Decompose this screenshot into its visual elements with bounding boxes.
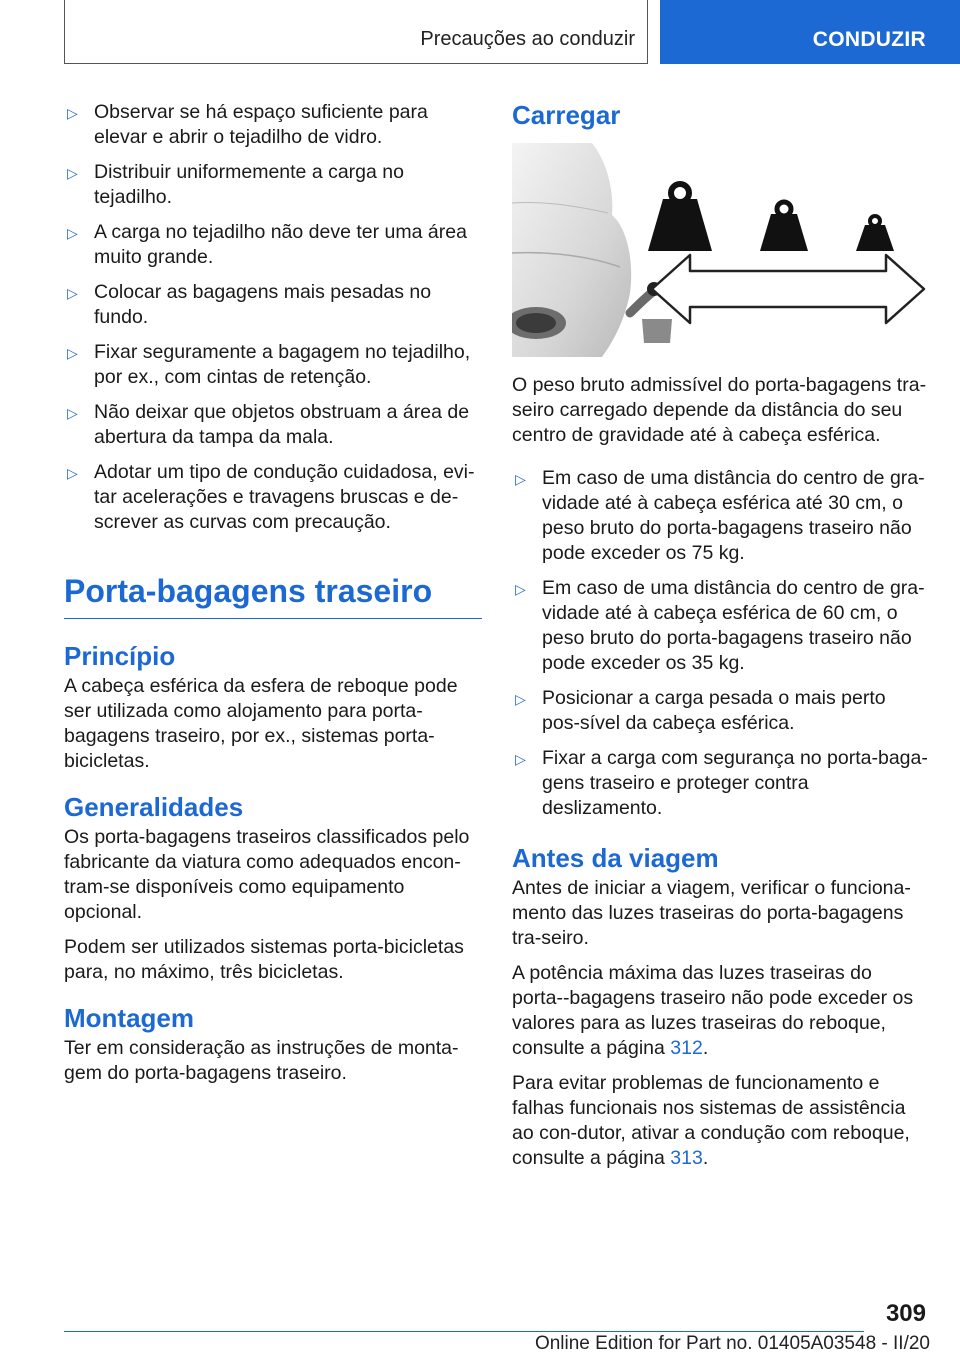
text-generalidades-1: Os porta-bagagens traseiros classificados pelo fabricante da viatura como adequados encon-tram-se disponíveis como equipamento opcional. — [64, 826, 470, 923]
triangle-right-icon: ▷ — [67, 345, 78, 361]
page-number: 309 — [885, 1300, 926, 1327]
text-montagem: Ter em consideração as instruções de monta-gem do porta-bagagens traseiro. — [64, 1037, 459, 1084]
triangle-right-icon: ▷ — [515, 581, 526, 597]
triangle-right-icon: ▷ — [67, 225, 78, 241]
list-item: ▷ Observar se há espaço suficiente para elevar e abrir o tejadilho de vidro. — [67, 101, 428, 148]
text-antes-2: A potência máxima das luzes traseiras do porta--bagagens traseiro não pode exceder os valores para as luzes traseiras do reboque, consulte a página 312. — [512, 962, 914, 1059]
header-section-title: Precauções ao conduzir — [420, 28, 635, 50]
heading-antes: Antes da viagem — [512, 843, 719, 873]
carregar-list — [512, 466, 928, 821]
text-generalidades-2: Podem ser utilizados sistemas porta-bicicletas para, no máximo, três bicicletas. — [64, 936, 464, 983]
right-column — [512, 100, 928, 1171]
text-antes-1: Antes de iniciar a viagem, verificar o funciona-mento das luzes traseiras do porta-bagagens tra-seiro. — [512, 877, 911, 949]
list-item: ▷ Em caso de uma distância do centro de gra-vidade até à cabeça esférica de 60 cm, o peso bruto do porta-bagagens traseiro não pode exceder os 35 kg. — [515, 577, 925, 674]
list-item: ▷ Fixar a carga com segurança no porta-baga-gens traseiro e proteger contra deslizamento. — [515, 747, 928, 819]
section-title: Porta-bagagens traseiro — [64, 573, 482, 619]
header-tab-box[interactable] — [660, 0, 960, 64]
triangle-right-icon: ▷ — [67, 465, 78, 481]
text-carregar: O peso bruto admissível do porta-bagagens tra-seiro carregado depende da distância do seu centro de gravidade até à cabeça esférica. — [512, 374, 927, 446]
text-principio: A cabeça esférica da esfera de reboque pode ser utilizada como alojamento para porta-bagagens traseiro, por ex., sistemas porta-bicicletas. — [64, 675, 458, 772]
list-item: ▷ Em caso de uma distância do centro de gra-vidade até à cabeça esférica até 30 cm, o peso bruto do porta-bagagens traseiro não pode exceder os 75 kg. — [515, 467, 925, 564]
list-item: ▷ A carga no tejadilho não deve ter uma área muito grande. — [67, 221, 467, 268]
header-tab-label: CONDUZIR — [812, 28, 926, 51]
heading-generalidades: Generalidades — [64, 792, 244, 822]
triangle-right-icon: ▷ — [515, 751, 526, 767]
triangle-right-icon: ▷ — [515, 691, 526, 707]
list-item: ▷ Não deixar que objetos obstruam a área de abertura da tampa da mala. — [67, 401, 470, 448]
triangle-right-icon: ▷ — [67, 105, 78, 121]
heading-principio: Princípio — [64, 641, 176, 671]
list-item: ▷ Distribuir uniformemente a carga no tejadilho. — [67, 161, 404, 208]
header-left-box — [64, 0, 648, 64]
triangle-right-icon: ▷ — [67, 165, 78, 181]
triangle-right-icon: ▷ — [515, 471, 526, 487]
heading-montagem: Montagem — [64, 1003, 194, 1033]
triangle-right-icon: ▷ — [67, 405, 78, 421]
roof-load-list — [64, 100, 482, 535]
left-column — [64, 100, 482, 1086]
footer-divider — [64, 1331, 864, 1332]
list-item: ▷ Adotar um tipo de condução cuidadosa, evi-tar acelerações e travagens bruscas e de-screver as curvas com precaução. — [67, 461, 475, 533]
load-distribution-illustration — [512, 143, 928, 357]
footer-edition: Online Edition for Part no. 01405A03548 - II/20 — [534, 1333, 930, 1354]
list-item: ▷ Posicionar a carga pesada o mais perto pos-sível da cabeça esférica. — [515, 687, 886, 734]
page-link-312[interactable]: 312 — [670, 1037, 703, 1059]
list-item: ▷ Fixar seguramente a bagagem no tejadilho, por ex., com cintas de retenção. — [67, 341, 471, 388]
list-item: ▷ Colocar as bagagens mais pesadas no fundo. — [67, 281, 432, 328]
page-link-313[interactable]: 313 — [670, 1147, 703, 1169]
heading-carregar: Carregar — [512, 100, 621, 130]
triangle-right-icon: ▷ — [67, 285, 78, 301]
text-antes-3: Para evitar problemas de funcionamento e falhas funcionais nos sistemas de assistência ao con-dutor, ativar a condução com reboque, consulte a página 313. — [512, 1072, 910, 1169]
